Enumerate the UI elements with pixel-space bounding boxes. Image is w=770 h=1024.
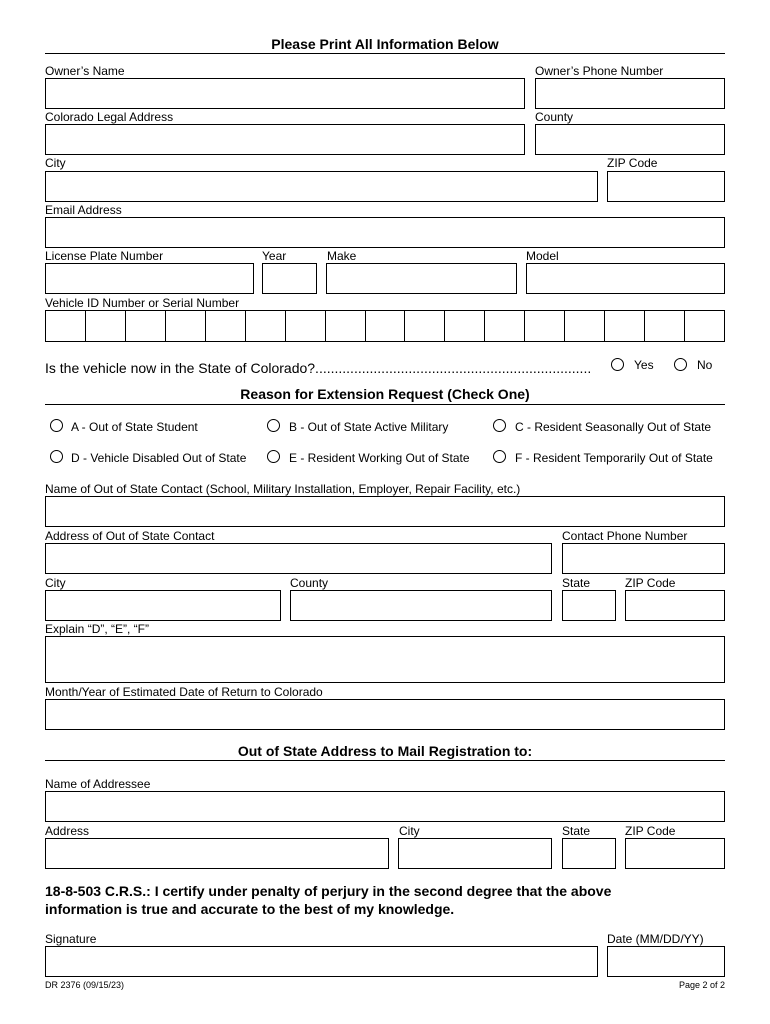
no-label: No	[697, 358, 713, 372]
signature-field[interactable]	[45, 946, 598, 977]
zip-field[interactable]	[607, 171, 725, 202]
return-date-field[interactable]	[45, 699, 725, 730]
reason-c-label: C - Resident Seasonally Out of State	[515, 420, 712, 434]
model-field[interactable]	[526, 263, 725, 294]
reason-a-radio[interactable]	[50, 419, 63, 432]
reason-f-label: F - Resident Temporarily Out of State	[515, 451, 713, 465]
vin-cell[interactable]	[445, 311, 485, 341]
colorado-address-field[interactable]	[45, 124, 525, 155]
section-divider	[45, 53, 725, 54]
certification-line-2: information is true and accurate to the best of my knowledge.	[45, 901, 455, 917]
signature-label: Signature	[45, 932, 97, 946]
explain-label: Explain “D”, “E”, “F”	[45, 622, 150, 636]
explain-field[interactable]	[45, 636, 725, 683]
vin-cell[interactable]	[246, 311, 286, 341]
vin-cell[interactable]	[525, 311, 565, 341]
year-label: Year	[262, 249, 287, 263]
reason-b-radio[interactable]	[267, 419, 280, 432]
mail-address-label: Address	[45, 824, 90, 838]
owner-name-label: Owner’s Name	[45, 64, 125, 78]
vin-cell[interactable]	[166, 311, 206, 341]
contact-name-label: Name of Out of State Contact (School, Military Installation, Employer, Repair Facility, etc.)	[45, 482, 521, 496]
contact-zip-label: ZIP Code	[625, 576, 676, 590]
contact-county-label: County	[290, 576, 329, 590]
reason-section-title: Reason for Extension Request (Check One)	[240, 386, 530, 402]
mail-city-field[interactable]	[398, 838, 552, 869]
county-field[interactable]	[535, 124, 725, 155]
vin-cell[interactable]	[485, 311, 525, 341]
reason-f-radio[interactable]	[493, 450, 506, 463]
vin-label: Vehicle ID Number or Serial Number	[45, 296, 240, 310]
certification-statement	[45, 882, 725, 918]
form-section-title: Please Print All Information Below	[271, 36, 499, 52]
certification-line-1: 18-8-503 C.R.S.: I certify under penalty of perjury in the second degree that the above	[45, 883, 612, 899]
contact-phone-label: Contact Phone Number	[562, 529, 688, 543]
date-label: Date (MM/DD/YY)	[607, 932, 704, 946]
owner-phone-field[interactable]	[535, 78, 725, 109]
reason-d-radio[interactable]	[50, 450, 63, 463]
contact-phone-field[interactable]	[562, 543, 725, 574]
contact-name-field[interactable]	[45, 496, 725, 527]
vin-field[interactable]	[45, 310, 725, 342]
contact-address-field[interactable]	[45, 543, 552, 574]
no-radio[interactable]	[674, 358, 687, 371]
yes-radio[interactable]	[611, 358, 624, 371]
county-label: County	[535, 110, 574, 124]
date-field[interactable]	[607, 946, 725, 977]
reason-e-radio[interactable]	[267, 450, 280, 463]
addressee-field[interactable]	[45, 791, 725, 822]
vin-cell[interactable]	[605, 311, 645, 341]
vin-cell[interactable]	[206, 311, 246, 341]
form-id: DR 2376 (09/15/23)	[45, 980, 125, 990]
mail-zip-field[interactable]	[625, 838, 725, 869]
contact-state-field[interactable]	[562, 590, 616, 621]
vin-cell[interactable]	[86, 311, 126, 341]
mail-state-label: State	[562, 824, 591, 838]
make-label: Make	[327, 249, 357, 263]
mail-zip-label: ZIP Code	[625, 824, 676, 838]
reason-a-label: A - Out of State Student	[71, 420, 198, 434]
owner-name-field[interactable]	[45, 78, 525, 109]
mail-address-field[interactable]	[45, 838, 389, 869]
vin-cell[interactable]	[366, 311, 406, 341]
colorado-address-label: Colorado Legal Address	[45, 110, 174, 124]
page-number: Page 2 of 2	[678, 980, 725, 990]
reason-e-label: E - Resident Working Out of State	[289, 451, 470, 465]
vin-cell[interactable]	[126, 311, 166, 341]
vin-cell[interactable]	[685, 311, 724, 341]
reason-b-label: B - Out of State Active Military	[289, 420, 449, 434]
plate-label: License Plate Number	[45, 249, 164, 263]
make-field[interactable]	[326, 263, 517, 294]
owner-phone-label: Owner’s Phone Number	[535, 64, 664, 78]
in-colorado-question: Is the vehicle now in the State of Colorado?.......................................................................	[45, 360, 592, 376]
mail-state-field[interactable]	[562, 838, 616, 869]
contact-state-label: State	[562, 576, 591, 590]
yes-label: Yes	[634, 358, 654, 372]
section-divider	[45, 404, 725, 405]
contact-city-field[interactable]	[45, 590, 281, 621]
contact-city-label: City	[45, 576, 66, 590]
city-field[interactable]	[45, 171, 598, 202]
vin-cell[interactable]	[286, 311, 326, 341]
contact-address-label: Address of Out of State Contact	[45, 529, 215, 543]
addressee-label: Name of Addressee	[45, 777, 151, 791]
vin-cell[interactable]	[46, 311, 86, 341]
year-field[interactable]	[262, 263, 317, 294]
vin-cell[interactable]	[565, 311, 605, 341]
contact-zip-field[interactable]	[625, 590, 725, 621]
reason-c-radio[interactable]	[493, 419, 506, 432]
section-divider	[45, 760, 725, 761]
mailing-section-title: Out of State Address to Mail Registration to:	[237, 743, 533, 759]
email-field[interactable]	[45, 217, 725, 248]
plate-field[interactable]	[45, 263, 254, 294]
mail-city-label: City	[399, 824, 420, 838]
return-date-label: Month/Year of Estimated Date of Return to Colorado	[45, 685, 323, 699]
city-label: City	[45, 156, 66, 170]
model-label: Model	[526, 249, 559, 263]
contact-county-field[interactable]	[290, 590, 552, 621]
vin-cell[interactable]	[405, 311, 445, 341]
vin-cell[interactable]	[645, 311, 685, 341]
vin-cell[interactable]	[326, 311, 366, 341]
reason-d-label: D - Vehicle Disabled Out of State	[71, 451, 247, 465]
email-label: Email Address	[45, 203, 122, 217]
zip-label: ZIP Code	[607, 156, 658, 170]
